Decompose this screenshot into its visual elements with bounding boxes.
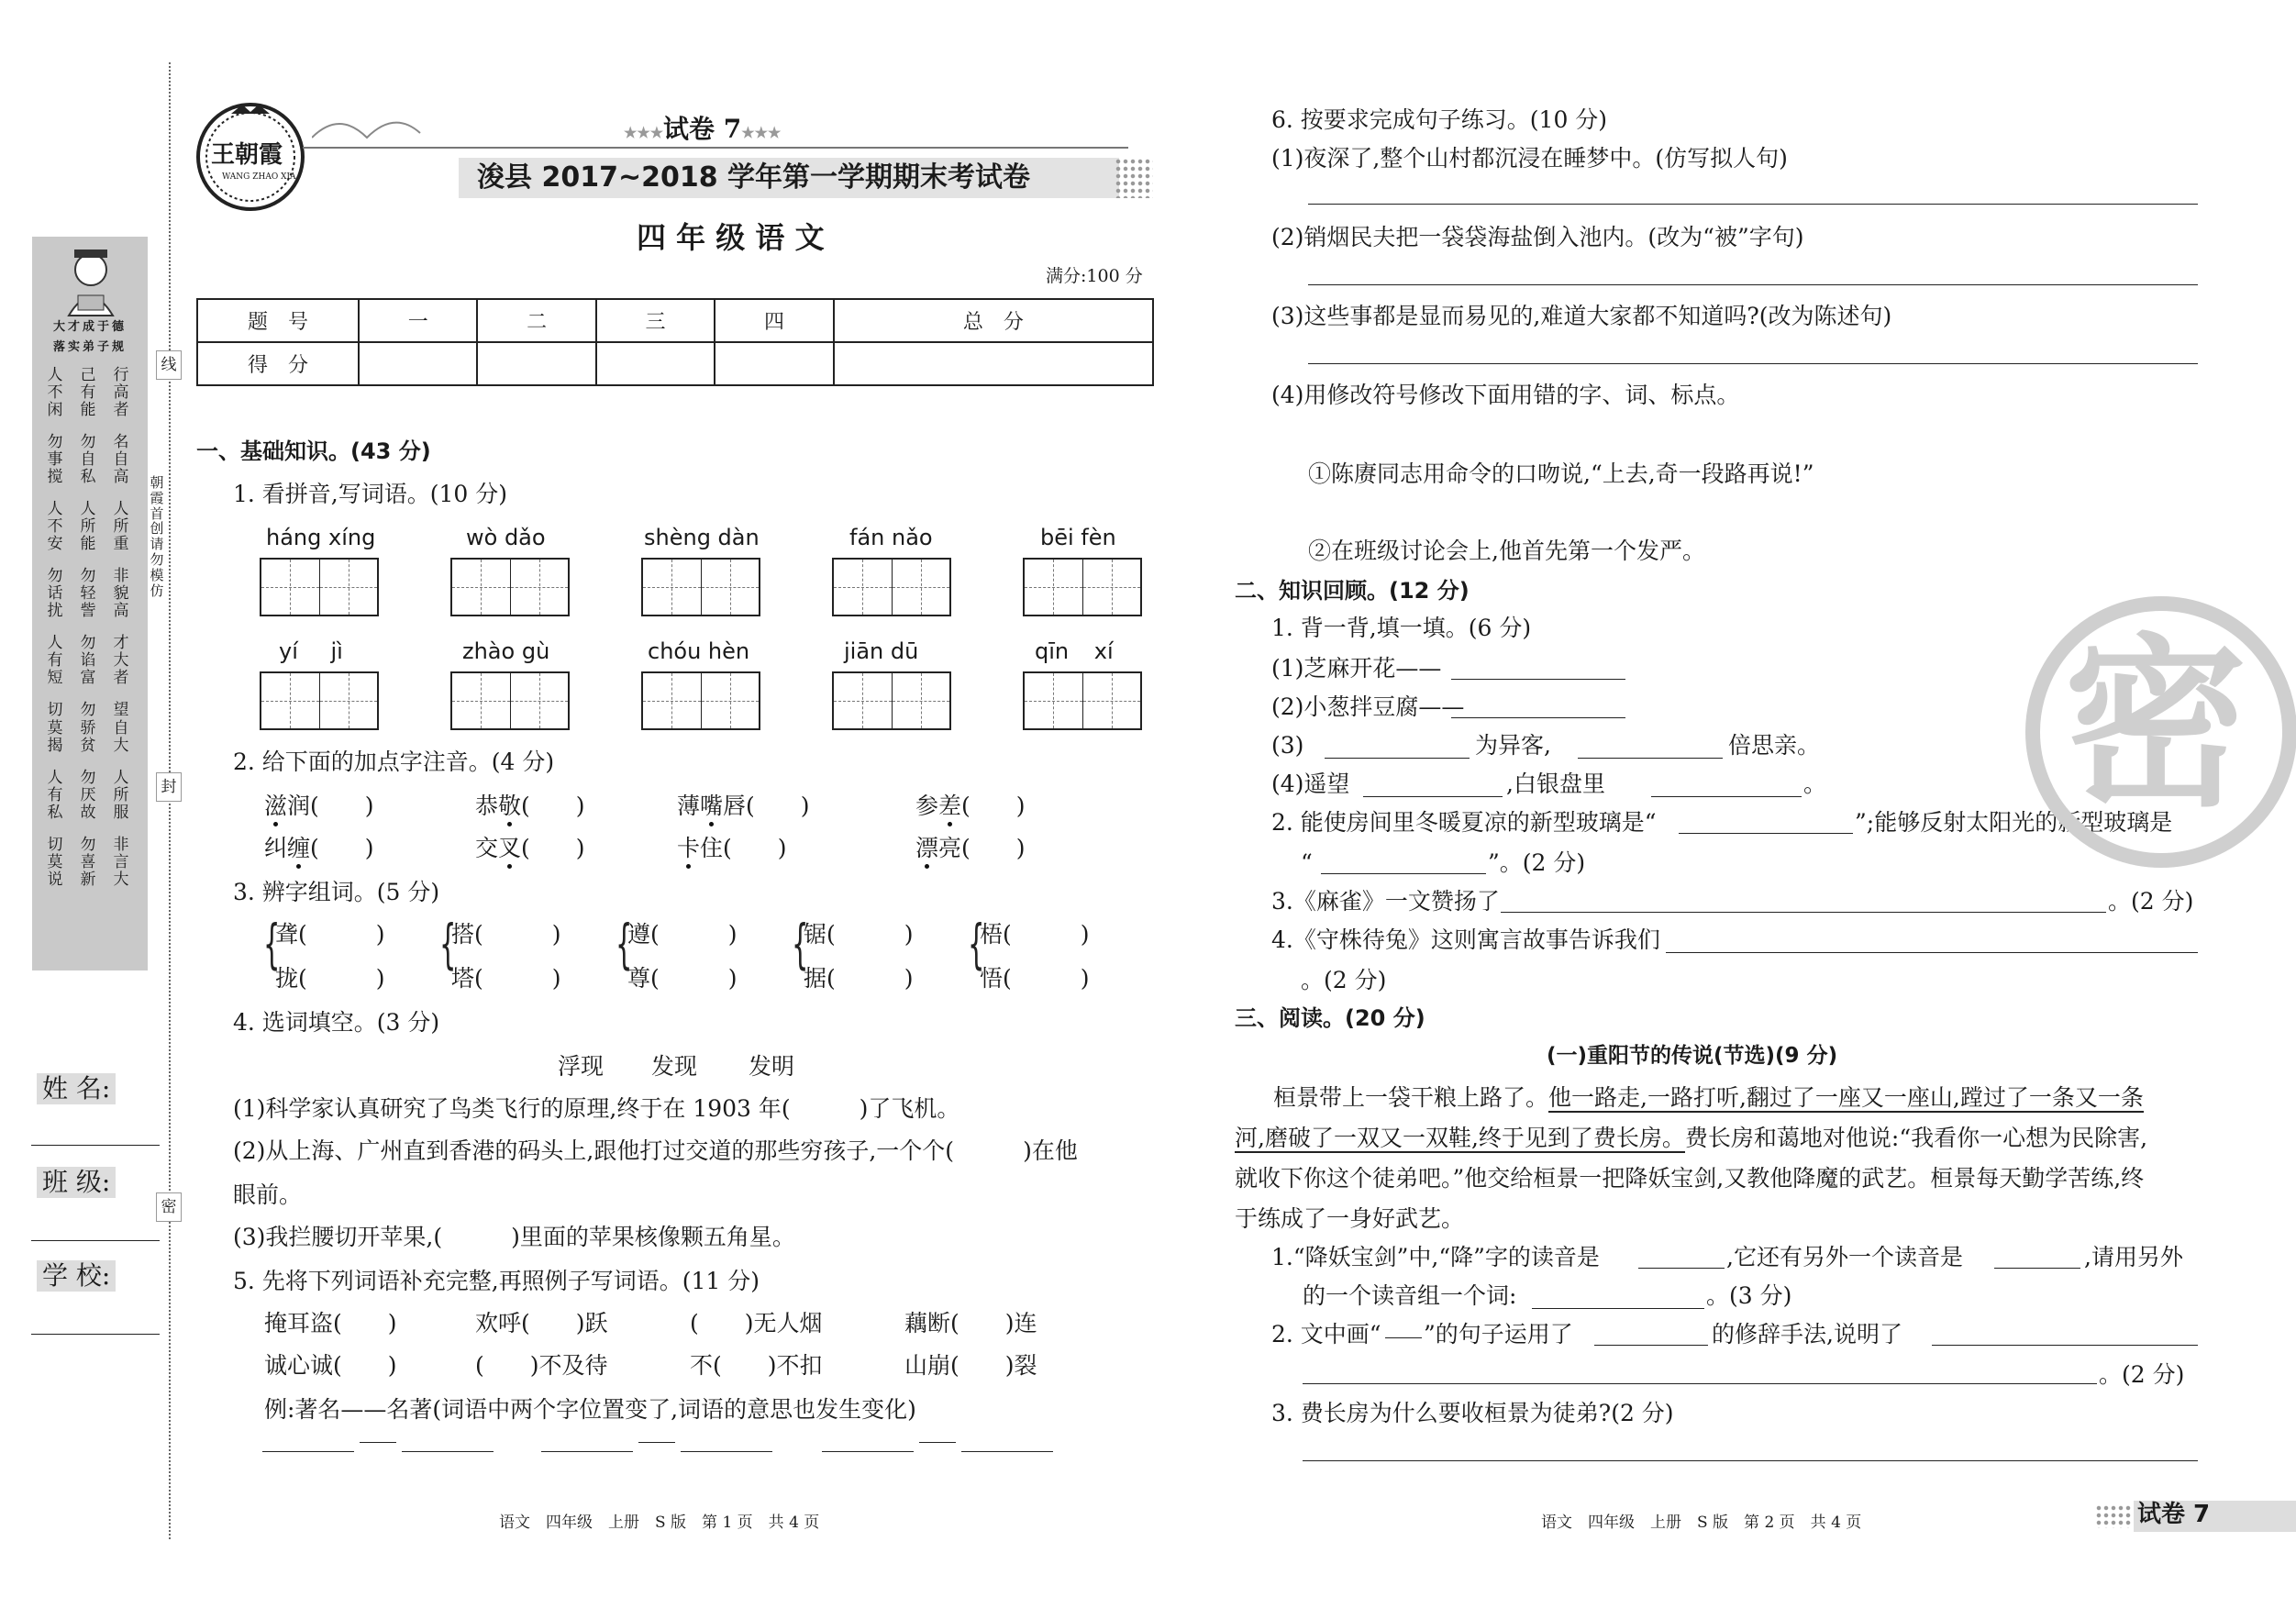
writing-grid[interactable] <box>450 671 570 730</box>
subject-title: 四 年 级 语 文 <box>637 220 825 255</box>
s3-q2-mid2: 的修辞手法,说明了 <box>1712 1321 1902 1347</box>
reading-para-line-3: 就收下你这个徒弟吧。”他交给桓景一把降妖宝剑,又教他降魔的武艺。桓景每天勤学苦练,终 <box>1235 1165 2145 1192</box>
s3-q1-line2-end: 。(3 分) <box>1706 1282 1792 1309</box>
score-header-cell: 二 <box>477 299 595 342</box>
q5-example: 例:著名——名著(词语中两个字位置变了,词语的意思也发生变化) <box>264 1396 916 1423</box>
phonetic-item[interactable]: 漂亮( ) <box>915 835 1026 861</box>
s2-q1-line2: (2)小葱拌豆腐—— <box>1271 693 1465 720</box>
q6-correction-1[interactable]: ①陈赓同志用命令的口吻说,“上去,奇一段路再说!” <box>1308 460 1814 487</box>
class-label: 班 级: <box>37 1167 116 1198</box>
motto-column: 勿喜新 <box>80 835 96 889</box>
motto-column: 人有短 <box>47 634 63 688</box>
q6-answer-line-2[interactable] <box>1308 284 2198 285</box>
motto-column: 勿事搅 <box>47 433 63 487</box>
right-page-footer: 语文 四年级 上册 S 版 第 2 页 共 4 页 <box>1541 1514 1862 1532</box>
motto-column: 勿谄富 <box>80 634 96 688</box>
s3-q1-line2: 的一个读音组一个词: <box>1303 1282 1517 1309</box>
s2-q1-line4-end: 。 <box>1803 771 1827 797</box>
word-pair-item[interactable]: 聋( ) <box>275 921 385 948</box>
score-cell[interactable] <box>715 342 833 385</box>
s2-q1-line3: (3) <box>1271 732 1304 759</box>
blank[interactable] <box>1321 873 1486 874</box>
word-choice: 发明 <box>749 1053 795 1080</box>
reading-para-line-4: 于练成了一身好武艺。 <box>1235 1205 1465 1232</box>
pinyin-label: fán nǎo <box>849 525 933 550</box>
q6-sentence-4: (4)用修改符号修改下面用错的字、词、标点。 <box>1271 382 1740 408</box>
exam-title: 浚县 2017~2018 学年第一学期期末考试卷 <box>477 161 1031 194</box>
s2-q2-open: “ <box>1301 849 1313 876</box>
score-cell[interactable] <box>596 342 715 385</box>
blank[interactable] <box>1679 833 1853 834</box>
s2-q2: 2. 能使房间里冬暖夏凉的新型玻璃是“ <box>1271 809 1657 836</box>
q4-sentence-3[interactable]: (3)我拦腰切开苹果,( )里面的苹果核像颗五角星。 <box>233 1224 795 1250</box>
blank[interactable] <box>1501 912 2106 913</box>
motto-column: 切莫揭 <box>47 701 63 755</box>
word-pair-item[interactable]: 据( ) <box>804 965 914 992</box>
motto-column: 非貌高 <box>113 567 129 621</box>
idiom-item[interactable]: 藕断( )连 <box>904 1310 1037 1336</box>
pair-brace: { <box>263 913 281 975</box>
writing-grid[interactable] <box>641 671 760 730</box>
motto-column: 行高者 <box>113 366 129 420</box>
s2-q1-line1: (1)芝麻开花—— <box>1271 655 1442 682</box>
s2-q1-prompt: 1. 背一背,填一填。(6 分) <box>1271 615 1532 641</box>
score-header-cell: 总 分 <box>834 299 1153 342</box>
blank[interactable] <box>1578 758 1723 759</box>
motto-column: 非言大 <box>113 835 129 889</box>
section2-header: 二、知识回顾。(12 分) <box>1235 578 1470 604</box>
idiom-item[interactable]: 欢呼( )跃 <box>475 1310 608 1336</box>
footer-tag-dots <box>2095 1504 2132 1528</box>
idiom-item[interactable]: 不( )不扣 <box>690 1352 823 1379</box>
blank[interactable] <box>1451 679 1625 680</box>
brand-logo <box>194 101 306 213</box>
q4-sentence-1[interactable]: (1)科学家认真研究了鸟类飞行的原理,终于在 1903 年( )了飞机。 <box>233 1095 960 1122</box>
score-header-cell: 四 <box>715 299 833 342</box>
reading-para-line-1: 桓景带上一袋干粮上路了。他一路走,一路打听,翻过了一座又一座山,蹚过了一条又一条 <box>1273 1084 2144 1111</box>
pair-brace: { <box>792 913 809 975</box>
score-header-cell: 题 号 <box>197 299 359 342</box>
word-pair-item[interactable]: 悟( ) <box>980 965 1090 992</box>
s2-q1-line4-mid: ,白银盘里 <box>1506 771 1605 797</box>
motto-column: 己有能 <box>80 366 96 420</box>
score-header-cell: 一 <box>359 299 477 342</box>
q1-prompt: 1. 看拼音,写词语。(10 分) <box>233 481 508 507</box>
writing-grid[interactable] <box>641 558 760 616</box>
score-cell[interactable] <box>359 342 477 385</box>
s3-q1-mid: ,它还有另外一个读音是 <box>1726 1244 1963 1270</box>
s2-q4: 4.《守株待兔》这则寓言故事告诉我们 <box>1271 926 1660 953</box>
left-page-footer: 语文 四年级 上册 S 版 第 1 页 共 4 页 <box>499 1514 820 1532</box>
score-cell[interactable] <box>834 342 1153 385</box>
word-pair-item[interactable]: 尊( ) <box>627 965 738 992</box>
writing-grid[interactable] <box>1023 671 1142 730</box>
writing-grid[interactable] <box>260 558 379 616</box>
word-choice: 发现 <box>651 1053 698 1080</box>
motto-column: 勿厌故 <box>80 768 96 822</box>
motto-column: 人不安 <box>47 500 63 554</box>
phonetic-item[interactable]: 纠缠( ) <box>264 835 374 861</box>
pinyin-label: shèng dàn <box>644 525 760 550</box>
cut-mark-bottom: 密 <box>156 1192 182 1222</box>
writing-grid[interactable] <box>450 558 570 616</box>
q2-prompt: 2. 给下面的加点字注音。(4 分) <box>233 749 555 775</box>
s3-q2-mid: ”的句子运用了 <box>1424 1321 1573 1347</box>
s3-q2-end: 。(2 分) <box>2099 1361 2185 1388</box>
section1-header: 一、基础知识。(43 分) <box>196 438 431 464</box>
phonetic-item[interactable]: 卡住( ) <box>677 835 787 861</box>
ribbon-decoration <box>312 110 422 147</box>
motto-column: 勿轻訾 <box>80 567 96 621</box>
s2-q3-end: 。(2 分) <box>2108 888 2194 915</box>
word-pair-item[interactable]: 搭( ) <box>451 921 561 948</box>
motto-bottom: 落实弟子规 <box>52 340 127 354</box>
s2-q2-end: ”。(2 分) <box>1488 849 1586 876</box>
motto-column: 人所能 <box>80 500 96 554</box>
s3-q2: 2. 文中画“ <box>1271 1321 1381 1347</box>
school-field[interactable] <box>31 1334 160 1335</box>
idiom-item[interactable]: 掩耳盗( ) <box>264 1310 397 1336</box>
phonetic-item[interactable]: 恭敬( ) <box>475 793 585 819</box>
writing-grid[interactable] <box>260 671 379 730</box>
blank[interactable] <box>1994 1268 2080 1269</box>
blank[interactable] <box>1363 796 1503 797</box>
section3-header: 三、阅读。(20 分) <box>1235 1005 1425 1031</box>
cut-mark-top: 线 <box>156 350 182 380</box>
word-pair-item[interactable]: 拢( ) <box>275 965 385 992</box>
pinyin-label: wò dǎo <box>466 525 546 550</box>
q4-sentence-2[interactable]: (2)从上海、广州直到香港的码头上,跟他打过交道的那些穷孩子,一个个( )在他 <box>233 1137 1078 1164</box>
s2-q4-end: 。(2 分) <box>1301 967 1387 993</box>
score-table <box>196 298 1154 386</box>
scholar-figure <box>41 244 140 317</box>
writing-grid[interactable] <box>1023 558 1142 616</box>
pinyin-label: zhào gù <box>462 638 550 664</box>
name-label: 姓 名: <box>37 1073 116 1104</box>
q5-prompt: 5. 先将下列词语补充完整,再照例子写词语。(11 分) <box>233 1268 760 1294</box>
motto-column: 人所服 <box>113 768 129 822</box>
word-pair-item[interactable]: 塔( ) <box>451 965 561 992</box>
reading-para-line-2: 河,磨破了一双又一双鞋,终于见到了费长房。费长房和蔼地对他说:“我看你一心想为民除害, <box>1235 1125 2148 1151</box>
blank[interactable] <box>1651 796 1802 797</box>
word-pair-item[interactable]: 遵( ) <box>627 921 738 948</box>
brand-pinyin: WANG ZHAO XIA <box>222 172 296 182</box>
q6-sentence-2: (2)销烟民夫把一袋袋海盐倒入池内。(改为“被”字句) <box>1271 224 1804 250</box>
phonetic-item[interactable]: 参差( ) <box>915 793 1026 819</box>
blank[interactable] <box>1932 1345 2198 1346</box>
blank[interactable] <box>1451 717 1625 718</box>
motto-column: 切莫说 <box>47 835 63 889</box>
pinyin-label: yí jì <box>279 638 343 664</box>
pair-brace: { <box>439 913 457 975</box>
phonetic-item[interactable]: 滋润( ) <box>264 793 374 819</box>
s2-q1-line3-end: 倍思亲。 <box>1728 732 1821 759</box>
idiom-item[interactable]: 山崩( )裂 <box>904 1352 1037 1379</box>
motto-column: 勿骄贫 <box>80 701 96 755</box>
motto-column: 名自高 <box>113 433 129 487</box>
pinyin-label: qīn xí <box>1035 638 1114 664</box>
word-pair-item[interactable]: 锯( ) <box>804 921 914 948</box>
pair-brace: { <box>616 913 633 975</box>
q4-prompt: 4. 选词填空。(3 分) <box>233 1009 440 1036</box>
seal-glyph: 密 <box>2064 616 2248 832</box>
motto-column: 望自大 <box>113 701 129 755</box>
s3-q1-end: ,请用另外 <box>2084 1244 2183 1270</box>
motto-column: 人有私 <box>47 768 63 822</box>
full-score: 满分:100 分 <box>1046 266 1143 286</box>
s2-q3: 3.《麻雀》一文赞扬了 <box>1271 888 1500 915</box>
motto-column: 勿话扰 <box>47 567 63 621</box>
q6-answer-line-1[interactable] <box>1308 204 2198 205</box>
q6-correction-2[interactable]: ②在班级讨论会上,他首先第一个发严。 <box>1308 538 1705 564</box>
motto-column: 人不闲 <box>47 366 63 420</box>
q4-sentence-2-cont: 眼前。 <box>233 1181 303 1208</box>
q6-sentence-3: (3)这些事都是显而易见的,难道大家都不知道吗?(改为陈述句) <box>1271 303 1892 329</box>
confidential-seal <box>2024 594 2296 870</box>
phonetic-item[interactable]: 薄嘴唇( ) <box>677 793 810 819</box>
motto-columns <box>46 367 141 963</box>
writing-grid[interactable] <box>832 671 951 730</box>
idiom-item[interactable]: 诚心诚( ) <box>264 1352 397 1379</box>
score-cell[interactable] <box>477 342 595 385</box>
phonetic-item[interactable]: 交叉( ) <box>475 835 585 861</box>
score-row-label: 得 分 <box>197 342 359 385</box>
school-label: 学 校: <box>37 1260 116 1292</box>
ribbon-line <box>303 147 1128 149</box>
blank[interactable] <box>1303 1383 2097 1384</box>
idiom-item[interactable]: ( )不及待 <box>475 1352 608 1379</box>
s3-q3-answer-line[interactable] <box>1303 1460 2198 1461</box>
writing-grid[interactable] <box>832 558 951 616</box>
blank[interactable] <box>1325 758 1470 759</box>
pinyin-label: chóu hèn <box>648 638 750 664</box>
motto-column: 才大者 <box>113 634 129 688</box>
motto-column: 勿自私 <box>80 433 96 487</box>
motto-top: 大才成于德 <box>52 320 127 334</box>
idiom-item[interactable]: ( )无人烟 <box>690 1310 823 1336</box>
underline-sample <box>1385 1337 1422 1338</box>
blank[interactable] <box>1532 1308 1704 1309</box>
motto-column: 人所重 <box>113 500 129 554</box>
q6-prompt: 6. 按要求完成句子练习。(10 分) <box>1271 106 1608 133</box>
copyright-note: 朝霞首创 请勿模仿 <box>150 474 164 599</box>
blank[interactable] <box>1666 952 2198 953</box>
pinyin-label: háng xíng <box>266 525 376 550</box>
s3-q1: 1.“降妖宝剑”中,“降”字的读音是 <box>1271 1244 1600 1270</box>
pair-brace: { <box>968 913 985 975</box>
q6-sentence-1: (1)夜深了,整个山村都沉浸在睡梦中。(仿写拟人句) <box>1271 145 1788 172</box>
reading-title: (一)重阳节的传说(节选)(9 分) <box>1547 1044 1838 1068</box>
exam-series: ★★★试卷 7★★★ <box>624 114 782 144</box>
s2-q1-line3-mid: 为异客, <box>1475 732 1551 759</box>
brand-name: 王朝霞 <box>211 141 283 169</box>
word-choice: 浮现 <box>558 1053 605 1080</box>
word-pair-item[interactable]: 梧( ) <box>980 921 1090 948</box>
blank[interactable] <box>1638 1268 1725 1269</box>
score-header-cell: 三 <box>596 299 715 342</box>
name-field[interactable] <box>31 1145 160 1146</box>
s3-q3: 3. 费长房为什么要收桓景为徒弟?(2 分) <box>1271 1400 1674 1426</box>
pinyin-label: jiān dū <box>844 638 919 664</box>
title-band-dots <box>1115 158 1153 198</box>
s2-q1-line4: (4)遥望 <box>1271 771 1350 797</box>
pinyin-label: bēi fèn <box>1040 525 1116 550</box>
q3-prompt: 3. 辨字组词。(5 分) <box>233 879 440 905</box>
footer-tag: 试卷 7 <box>2137 1501 2211 1528</box>
q6-answer-line-3[interactable] <box>1308 363 2198 364</box>
blank[interactable] <box>1594 1345 1708 1346</box>
cut-mark-middle: 封 <box>156 772 182 802</box>
class-field[interactable] <box>31 1240 160 1241</box>
s2-q2-mid: ”;能够反射太阳光的新型玻璃是 <box>1855 809 2173 836</box>
